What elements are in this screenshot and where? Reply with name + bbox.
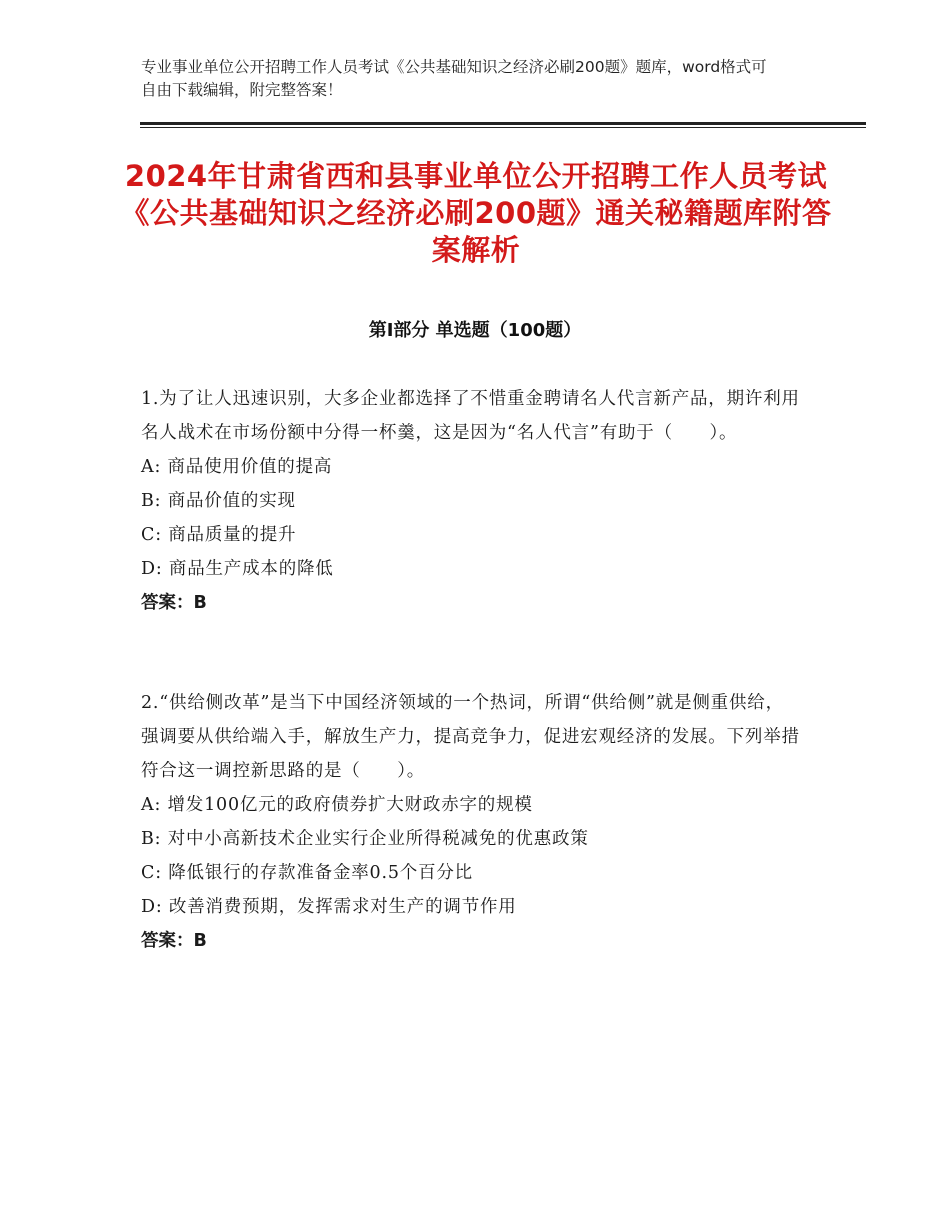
question-1 bbox=[141, 382, 801, 620]
option-a: A: 商品使用价值的提高 bbox=[141, 457, 333, 477]
option-c: C: 降低银行的存款准备金率0.5个百分比 bbox=[141, 863, 473, 883]
question-stem: 2.“供给侧改革”是当下中国经济领域的一个热词，所谓“供给侧”就是侧重供给，强调要从供给端入手，解放生产力，提高竞争力，促进宏观经济的发展。下列举措符合这一调控新思路的是（ ）。 bbox=[141, 693, 800, 781]
option-a: A: 增发100亿元的政府债券扩大财政赤字的规模 bbox=[141, 795, 533, 815]
option-c: C: 商品质量的提升 bbox=[141, 525, 297, 545]
option-d: D: 改善消费预期，发挥需求对生产的调节作用 bbox=[141, 897, 517, 917]
answer: 答案：B bbox=[141, 593, 207, 613]
document-title: 2024年甘肃省西和县事业单位公开招聘工作人员考试《公共基础知识之经济必刷200题》通关秘籍题库附答案解析 bbox=[120, 159, 832, 267]
header-divider-thin bbox=[140, 127, 866, 128]
section-title: 第Ⅰ部分 单选题（100题） bbox=[368, 320, 582, 341]
question-2 bbox=[141, 686, 801, 958]
answer: 答案：B bbox=[141, 931, 207, 951]
question-stem: 1.为了让人迅速识别，大多企业都选择了不惜重金聘请名人代言新产品，期许利用名人战术在市场份额中分得一杯羹，这是因为“名人代言”有助于（ ）。 bbox=[141, 389, 800, 443]
option-b: B: 商品价值的实现 bbox=[141, 491, 296, 511]
header-divider-thick bbox=[140, 122, 866, 125]
option-d: D: 商品生产成本的降低 bbox=[141, 559, 334, 579]
option-b: B: 对中小高新技术企业实行企业所得税减免的优惠政策 bbox=[141, 829, 589, 849]
header-note: 专业事业单位公开招聘工作人员考试《公共基础知识之经济必刷200题》题库，word格式可自由下载编辑，附完整答案！ bbox=[141, 58, 767, 99]
